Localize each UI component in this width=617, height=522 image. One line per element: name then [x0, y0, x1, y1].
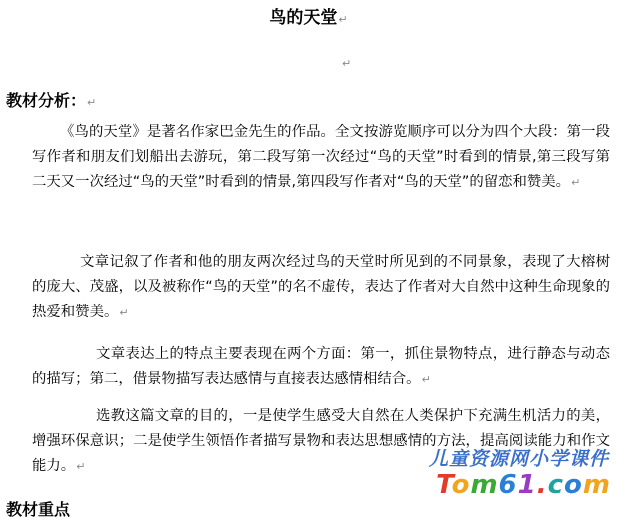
- paragraph-mark: ↵: [87, 96, 97, 109]
- paragraph-text: 文章记叙了作者和他的朋友两次经过鸟的天堂时所见到的不同景象，表现了大榕树的庞大、茂盛，以及被称作“鸟的天堂”的名不虚传，表达了作者对大自然中这种生命现象的热爱和赞美。: [32, 254, 610, 320]
- empty-paragraph: [341, 52, 351, 74]
- paragraph-mark: ↵: [119, 306, 129, 319]
- heading-text: 教材分析：: [6, 91, 87, 110]
- paragraph-mark: ↵: [338, 13, 348, 26]
- next-section-heading: [6, 498, 70, 522]
- paragraph-mark: ↵: [342, 57, 352, 70]
- paragraph-mark: ↵: [571, 176, 581, 189]
- next-heading-text: 教材重点: [6, 500, 71, 519]
- paragraph-mark: ↵: [76, 460, 86, 473]
- paragraph-mark: ↵: [421, 373, 431, 386]
- paragraph-2: [32, 250, 610, 325]
- section-heading: [6, 89, 96, 115]
- title-text: 鸟的天堂: [269, 8, 338, 28]
- paragraph-text: 《鸟的天堂》是著名作家巴金先生的作品。全文按游览顺序可以分为四个大段：第一段写作者和朋友们划船出去游玩，第二段写第一次经过“鸟的天堂”时看到的情景,第三段写第二天又一次经过“鸟的天堂”时看到的情景,第四段写作者对“鸟的天堂”的留恋和赞美。: [32, 124, 610, 190]
- site-watermark-logo: [401, 444, 611, 508]
- paragraph-text: 选教这篇文章的目的，一是使学生感受大自然在人类保护下充满生机活力的美，增强环保意识；二是使学生领悟作者描写景物和表达思想感情的方法，提高阅读能力和作文能力。: [32, 408, 610, 474]
- paragraph-text: 文章表达上的特点主要表现在两个方面：第一，抓住景物特点，进行静态与动态的描写；第二，借景物描写表达感情与直接表达感情相结合。: [32, 346, 610, 387]
- paragraph-1: [32, 120, 610, 195]
- paragraph-3: [32, 342, 610, 392]
- document-title: [0, 6, 617, 32]
- watermark-tagline: 儿童资源网小学课件: [428, 448, 609, 470]
- watermark-domain: Tom61.com: [436, 470, 611, 500]
